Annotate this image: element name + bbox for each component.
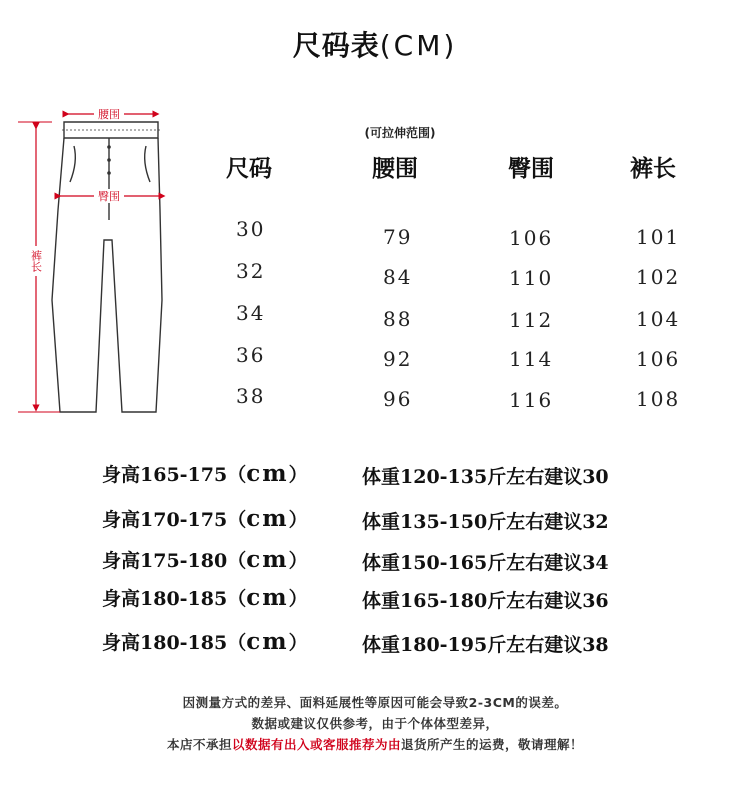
table-cell: 84 [383,265,413,289]
waist-label: 腰围 [98,108,120,121]
table-cell: 114 [509,347,554,371]
recommendation-weight: 体重180-195斤左右建议38 [362,634,609,656]
title-unit: (CM) [379,29,458,62]
recommendation-weight: 体重165-180斤左右建议36 [362,590,609,612]
table-cell: 108 [636,387,681,411]
table-cell: 116 [509,388,554,412]
recommendation-height: 身高170-175（cm） [102,505,308,532]
table-cell: 38 [236,384,266,408]
recommendation-weight: 体重150-165斤左右建议34 [362,552,609,574]
recommendation-height: 身高180-185（cm） [102,584,308,611]
table-cell: 106 [636,347,681,371]
page-title [0,24,750,64]
recommendation-height: 身高180-185（cm） [102,628,308,655]
table-cell: 104 [636,307,681,331]
header-size: 尺码 [226,156,272,182]
table-cell: 112 [509,308,554,332]
recommendation-weight: 体重135-150斤左右建议32 [362,511,609,533]
title-main: 尺码表 [292,29,380,62]
disclaimer-line-2: 数据或建议仅供参考，由于个体体型差异， [251,716,499,731]
table-cell: 92 [383,347,413,371]
recommendation-height: 身高175-180（cm） [102,546,308,573]
table-cell: 110 [509,266,554,290]
recommendation-height: 身高165-175（cm） [102,460,308,487]
stretch-note: (可拉伸范围) [364,126,436,140]
disclaimer-line-1: 因测量方式的差异、面料延展性等原因可能会导致2-3CM的误差。 [182,695,568,710]
table-cell: 36 [236,343,266,367]
table-cell: 96 [383,387,413,411]
recommendation-weight: 体重120-135斤左右建议30 [362,466,609,488]
pants-outline [52,122,162,412]
table-cell: 106 [509,226,554,250]
table-cell: 102 [636,265,681,289]
pants-diagram [0,100,200,430]
table-cell: 101 [636,225,681,249]
hip-label: 臀围 [98,190,120,203]
table-cell: 34 [236,301,266,325]
table-cell: 30 [236,217,266,241]
header-waist: 腰围 [372,156,418,182]
disclaimer-highlight: 以数据有出入或客服推荐为由 [231,737,401,752]
length-label: 裤长 [29,250,43,272]
disclaimer-line-3: 本店不承担以数据有出入或客服推荐为由退货所产生的运费，敬请理解！ [166,737,584,752]
table-cell: 32 [236,259,266,283]
header-length: 裤长 [630,156,676,182]
header-hip: 臀围 [508,156,554,182]
table-cell: 88 [383,307,413,331]
table-cell: 79 [383,225,413,249]
